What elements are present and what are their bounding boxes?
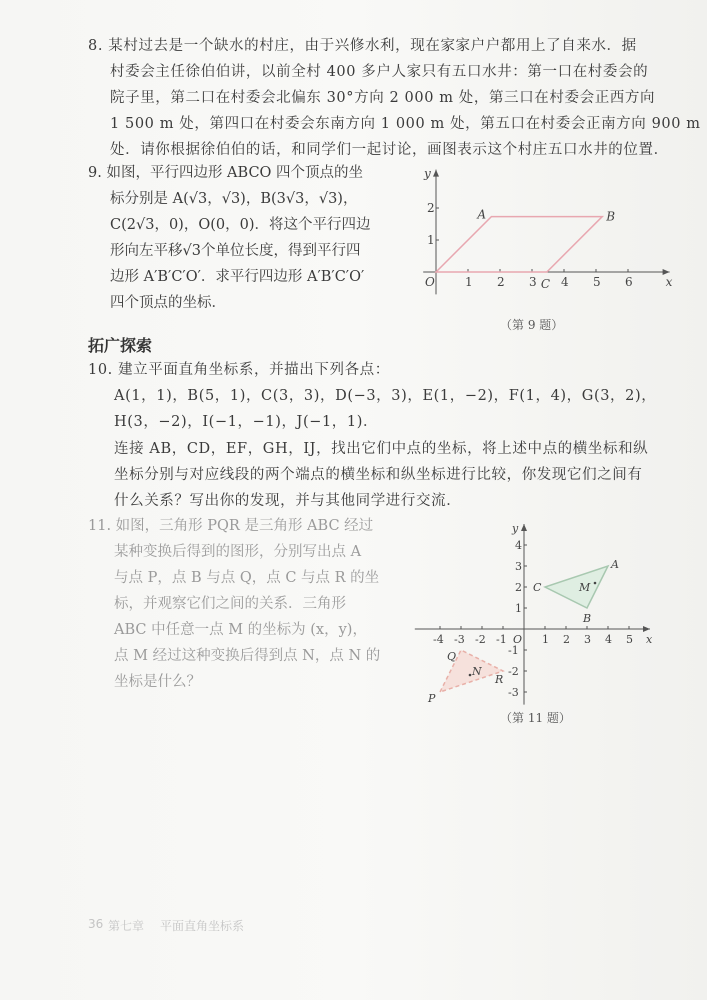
problem-11-line: 11. 如图，三角形 PQR 是三角形 ABC 经过	[88, 518, 374, 534]
point-m-label: M	[579, 581, 591, 594]
x-axis-label: x	[665, 275, 673, 289]
x-tick-label: 3	[529, 275, 537, 289]
x-tick-label: 3	[584, 633, 591, 646]
problem-10-line: 什么关系？写出你的发现，并与其他同学进行交流．	[114, 493, 462, 509]
vertex-label-R: R	[495, 673, 504, 686]
x-tick-label: 4	[561, 275, 569, 289]
point-n	[469, 674, 472, 677]
y-axis-label: y	[424, 166, 431, 181]
vertex-label-C: C	[533, 581, 542, 594]
y-axis-arrow-icon	[433, 170, 439, 177]
figure-11-caption: （第 11 题）	[500, 711, 571, 725]
chapter-title: 平面直角坐标系	[160, 919, 245, 933]
problem-11-line: 点 M 经过这种变换后得到点 N，点 N 的	[114, 648, 381, 664]
figure-9-caption: （第 9 题）	[500, 318, 564, 332]
x-tick-label: -1	[496, 633, 507, 646]
y-tick-label: 1	[515, 602, 522, 615]
x-tick-label: 2	[563, 633, 570, 646]
problem-9-line: 标分别是 A(√3，√3)，B(3√3，√3)，	[110, 191, 358, 207]
y-tick-label: -2	[508, 665, 519, 678]
vertex-label-B: B	[583, 612, 592, 625]
vertex-label-P: P	[428, 692, 436, 705]
y-tick-label: 2	[427, 201, 435, 215]
origin-label: O	[425, 275, 435, 289]
vertex-label-Q: Q	[447, 650, 457, 663]
y-axis-arrow-icon	[521, 524, 527, 531]
problem-8-line: 8. 某村过去是一个缺水的村庄，由于兴修水利，现在家家户户都用上了自来水．据	[88, 38, 637, 54]
figure-9-parallelogram	[408, 160, 678, 310]
vertex-label-A: A	[611, 558, 619, 571]
origin-label: O	[513, 633, 523, 646]
problem-10-line: A(1，1)，B(5，1)，C(3，3)，D(−3，3)，E(1，−2)，F(1，4)，G(3，2)，	[114, 388, 657, 404]
y-tick-label: 1	[427, 233, 435, 247]
problem-11-line: 坐标是什么？	[114, 674, 201, 690]
x-tick-label: -4	[433, 633, 444, 646]
x-tick-label: 1	[465, 275, 473, 289]
problem-9-line: 边形 A′B′C′O′．求平行四边形 A′B′C′O′	[110, 269, 365, 285]
page-number: 36	[88, 917, 104, 931]
y-axis-label: y	[512, 522, 519, 535]
x-tick-label: 5	[593, 275, 601, 289]
y-tick-label: -3	[508, 686, 519, 699]
point-m	[594, 582, 597, 585]
x-tick-label: -2	[475, 633, 486, 646]
vertex-label-B: B	[606, 209, 616, 224]
x-tick-label: 5	[626, 633, 633, 646]
problem-10-line: 连接 AB，CD，EF，GH，IJ，找出它们中点的坐标，将上述中点的横坐标和纵	[114, 441, 649, 457]
problem-8-line: 村委会主任徐伯伯讲，以前全村 400 多户人家只有五口水井：第一口在村委会的	[110, 64, 649, 80]
x-axis-label: x	[646, 633, 653, 646]
y-tick-label: 4	[515, 539, 522, 552]
problem-8-line: 处．请你根据徐伯伯的话，和同学们一起讨论，画图表示这个村庄五口水井的位置．	[110, 142, 669, 158]
figure-11-triangles	[412, 515, 672, 705]
problem-10-line: H(3，−2)，I(−1，−1)，J(−1，1)．	[114, 414, 379, 430]
problem-10-line: 10. 建立平面直角坐标系，并描出下列各点：	[88, 362, 390, 378]
problem-9-line: 形向左平移√3个单位长度，得到平行四	[110, 243, 361, 259]
x-tick-label: 2	[497, 275, 505, 289]
problem-11-line: 与点 P，点 B 与点 Q，点 C 与点 R 的坐	[114, 570, 380, 586]
parallelogram-abco	[436, 217, 602, 272]
x-tick-label: 1	[542, 633, 549, 646]
problem-9-line: 9. 如图，平行四边形 ABCO 四个顶点的坐	[88, 165, 364, 181]
problem-8-line: 1 500 m 处，第四口在村委会东南方向 1 000 m 处，第五口在村委会正南方向 900 m	[110, 116, 701, 132]
x-tick-label: -3	[454, 633, 465, 646]
problem-11-line: ABC 中任意一点 M 的坐标为 (x，y)，	[114, 622, 367, 638]
x-tick-label: 4	[605, 633, 612, 646]
problem-11-line: 某种变换后得到的图形，分别写出点 A	[114, 544, 362, 560]
y-tick-label: 2	[515, 581, 522, 594]
problem-9-line: 四个顶点的坐标．	[110, 295, 226, 311]
point-n-label: N	[472, 665, 482, 678]
x-tick-label: 6	[625, 275, 633, 289]
triangle-abc	[545, 566, 608, 608]
vertex-label-C: C	[540, 277, 551, 291]
vertex-label-A: A	[477, 207, 487, 222]
problem-9-line: C(2√3，0)，O(0，0)．将这个平行四边	[110, 217, 371, 233]
y-tick-label: -1	[508, 644, 519, 657]
problem-8-line: 院子里，第二口在村委会北偏东 30°方向 2 000 m 处，第三口在村委会正西方向	[110, 90, 656, 106]
problem-11-line: 标，并观察它们之间的关系．三角形	[114, 596, 346, 612]
chapter-label: 第七章	[108, 919, 145, 933]
section-heading: 拓广探索	[88, 336, 153, 355]
y-tick-label: 3	[515, 560, 522, 573]
problem-10-line: 坐标分别与对应线段的两个端点的横坐标和纵坐标进行比较，你发现它们之间有	[114, 467, 643, 483]
x-axis-arrow-icon	[643, 626, 650, 632]
